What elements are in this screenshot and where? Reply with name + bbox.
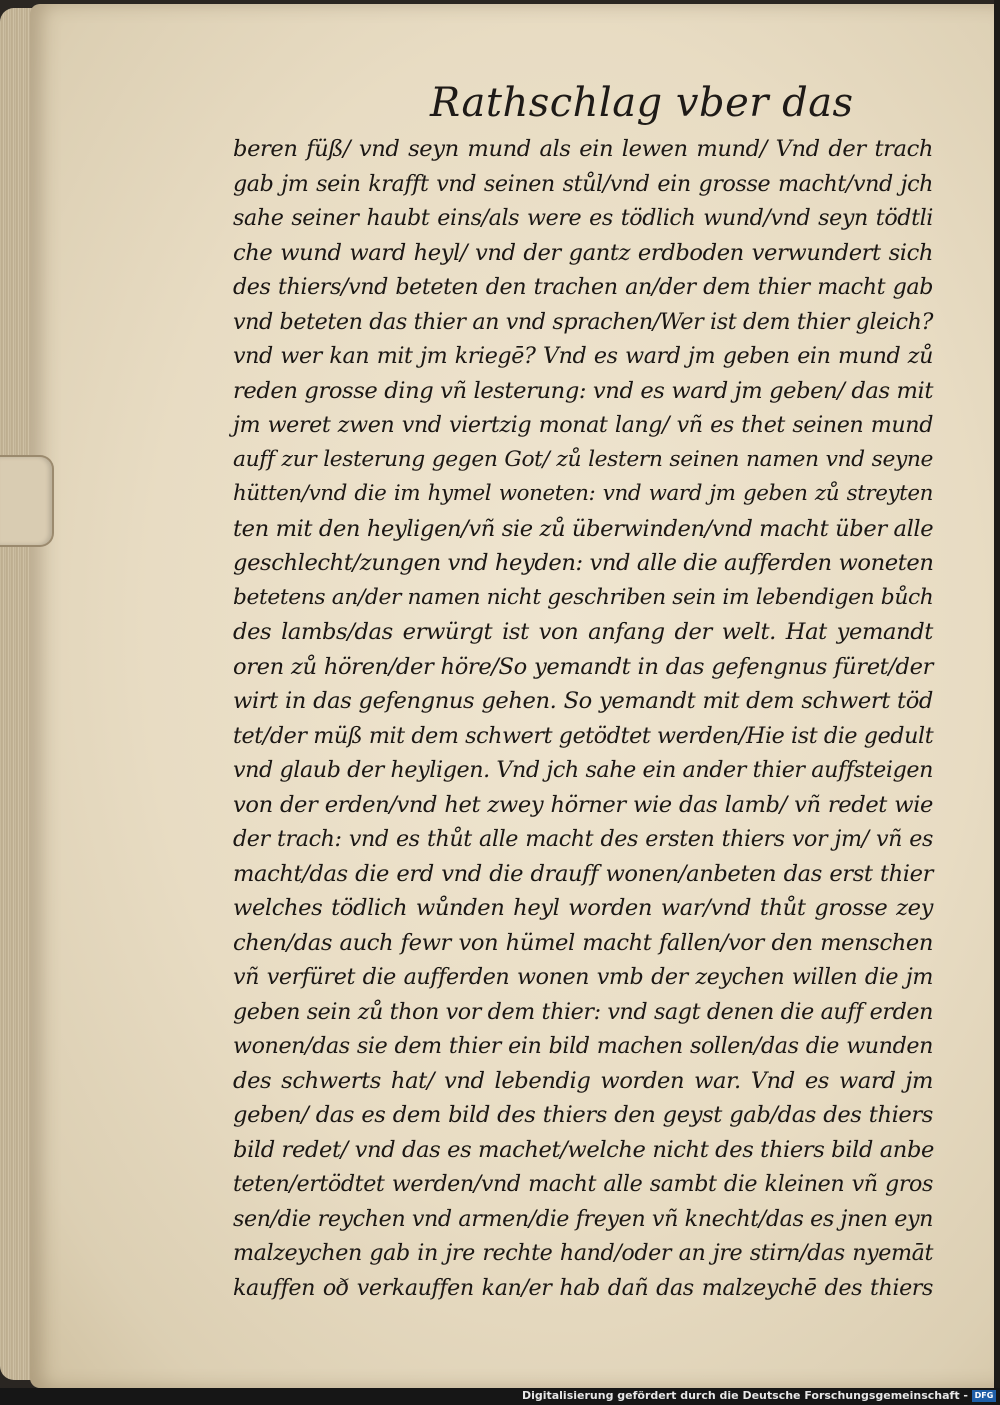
text-line: vnd beteten das thier an vnd sprachen/Wer ist dem thier gleich? (233, 308, 933, 335)
funding-credit: Digitalisierung gefördert durch die Deutsche Forschungsgemeinschaft - (521, 1389, 968, 1402)
dfg-logo: DFG (972, 1390, 996, 1402)
text-line: des thiers/vnd beteten den trachen an/der dem thier macht gab (233, 274, 933, 300)
text-line: macht/das die erd vnd die drauff wonen/anbeten das erst thier (233, 860, 933, 887)
text-line: jm weret zwen vnd viertzig monat lang/ vñ es thet seinen mund (233, 412, 933, 438)
text-line: beren füß/ vnd seyn mund als ein lewen mund/ Vnd der trach (233, 136, 933, 162)
text-line: der trach: vnd es thůt alle macht des ersten thiers vor jm/ vñ es (233, 826, 933, 852)
text-line: tet/der müß mit dem schwert getödtet werden/Hie ist die gedult (233, 722, 934, 749)
text-line: von der erden/vnd het zwey hörner wie das lamb/ vñ redet wie (233, 791, 933, 818)
text-line: wonen/das sie dem thier ein bild machen sollen/das die wunden (233, 1033, 933, 1059)
text-line: sen/die reychen vnd armen/die freyen vñ knecht/das es jnen eyn (233, 1205, 933, 1232)
running-head: Rathschlag vber das (430, 80, 854, 126)
text-line: oren zů hören/der höre/So yemandt in das gefengnus füret/der (233, 653, 933, 680)
text-line: wirt in das gefengnus gehen. So yemandt mit dem schwert töd (233, 688, 933, 714)
bookmark-tab (0, 455, 54, 547)
text-line: betetens an/der namen nicht geschriben sein im lebendigen bůch (233, 584, 934, 610)
text-line: des lambs/das erwürgt ist von anfang der welt. Hat yemandt (233, 619, 933, 645)
text-line: vnd glaub der heyligen. Vnd jch sahe ein ander thier auffsteigen (233, 757, 933, 783)
text-line: sahe seiner haubt eins/als were es tödlich wund/vnd seyn tödtli (233, 205, 933, 231)
text-line: geben/ das es dem bild des thiers den geyst gab/das des thiers (233, 1102, 933, 1128)
text-line: gab jm sein krafft vnd seinen stůl/vnd ein grosse macht/vnd jch (233, 170, 933, 197)
body-text (233, 132, 933, 1305)
text-line: hütten/vnd die im hymel woneten: vnd ward jm geben zů streyten (233, 481, 933, 506)
text-line: vñ verfüret die aufferden wonen vmb der zeychen willen die jm (233, 964, 933, 990)
text-line: che wund ward heyl/ vnd der gantz erdboden verwundert sich (233, 239, 933, 266)
text-line: auff zur lesterung gegen Got/ zů lestern seinen namen vnd seyne (233, 446, 933, 472)
text-line: chen/das auch fewr von hümel macht fallen/vor den menschen (233, 929, 933, 956)
text-line: bild redet/ vnd das es machet/welche nicht des thiers bild anbe (233, 1136, 934, 1163)
text-line: ten mit den heyligen/vñ sie zů überwinden/vnd macht über alle (233, 515, 934, 542)
footer-bar (0, 1388, 1000, 1405)
text-line: kauffen oð verkauffen kan/er hab dañ das malzeychē des thiers (233, 1274, 933, 1301)
text-line: des schwerts hat/ vnd lebendig worden war. Vnd es ward jm (233, 1067, 933, 1094)
text-line: teten/ertödtet werden/vnd macht alle sambt die kleinen vñ gros (233, 1171, 933, 1197)
right-edge-shadow (994, 0, 1000, 1388)
text-line: vnd wer kan mit jm kriegē? Vnd es ward jm geben ein mund zů (233, 343, 933, 369)
text-line: geben sein zů thon vor dem thier: vnd sagt denen die auff erden (233, 998, 933, 1025)
text-line: welches tödlich wůnden heyl worden war/vnd thůt grosse zey (233, 895, 933, 921)
text-line: reden grosse ding vñ lesterung: vnd es ward jm geben/ das mit (233, 377, 933, 404)
text-line: malzeychen gab in jre rechte hand/oder an jre stirn/das nyemāt (233, 1240, 933, 1266)
text-line: geschlecht/zungen vnd heyden: vnd alle die aufferden woneten (233, 550, 934, 576)
